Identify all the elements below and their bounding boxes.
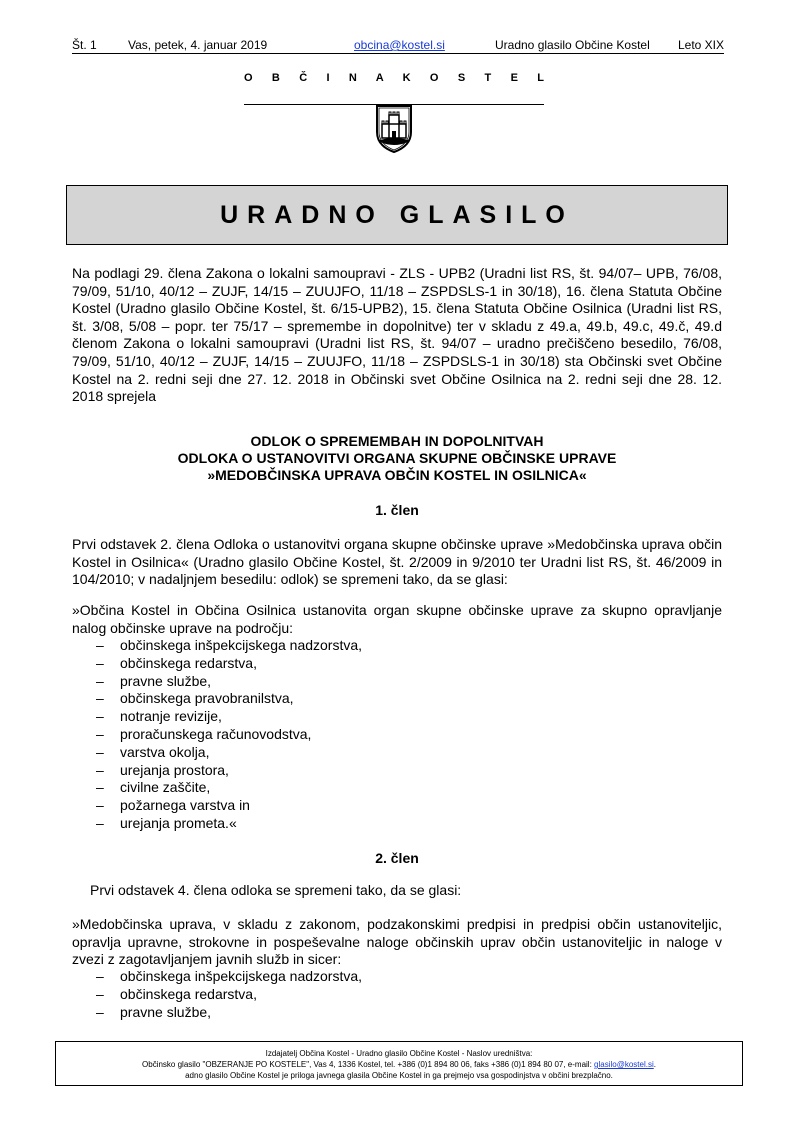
footer-line-3: adno glasilo Občine Kostel je priloga javnega glasila Občine Kostel in ga prejmejo vsa gospodinjstva v občini brezplačno. — [185, 1071, 613, 1080]
list-item: – urejanja prometa.« — [72, 815, 672, 833]
article-1-list — [72, 637, 672, 833]
publication-name: Uradno glasilo Občine Kostel — [495, 38, 650, 52]
article-2-paragraph-2: »Medobčinska uprava, v skladu z zakonom, podzakonskimi predpisi in predpisi občin ustanoviteljic, opravlja upravne, strokovne in pospeševalne naloge občinskih uprav občin ustanoviteljic in naloge v zvezi z zagotavljanjem javnih služb in sicer: — [72, 916, 722, 968]
footer-line-2: Občinsko glasilo "OBZERANJE PO KOSTELE", Vas 4, 1336 Kostel, tel. +386 (0)1 894 80 06, faks +386 (0)1 894 80 07, e-mail: glasilo@kostel.si. — [142, 1060, 656, 1069]
ordinance-title-line-3: »MEDOBČINSKA UPRAVA OBČIN KOSTEL IN OSILNICA« — [207, 467, 587, 483]
header-email-link[interactable]: obcina@kostel.si — [354, 38, 445, 52]
list-item: – požarnega varstva in — [72, 797, 672, 815]
ordinance-title-line-2: ODLOKA O USTANOVITVI ORGANA SKUPNE OBČINSKE UPRAVE — [177, 450, 617, 466]
list-item: – pravne službe, — [72, 673, 672, 691]
gazette-banner — [66, 185, 728, 245]
municipality-name — [244, 72, 544, 84]
article-1-paragraph-1: Prvi odstavek 2. člena Odloka o ustanovitvi organa skupne občinske uprave »Medobčinska uprava občin Kostel in Osilnica« (Uradno glasilo Občine Kostel, št. 2/2009 in 9/2010 ter Uradni list RS, št. 46/2009 in 104/2010; v nadaljnjem besedilu: odlok) se spremeni tako, da se glasi: — [72, 536, 722, 588]
footer-email-link[interactable]: glasilo@kostel.si — [594, 1060, 654, 1069]
article-1-paragraph-2: »Občina Kostel in Občina Osilnica ustanovita organ skupne občinske uprave za skupno opravljanje nalog občinske uprave na področju: — [72, 602, 722, 636]
volume-year: Leto XIX — [677, 38, 724, 52]
issue-date: Vas, petek, 4. januar 2019 — [128, 38, 268, 52]
list-item: – občinskega inšpekcijskega nadzorstva, — [72, 968, 672, 986]
legal-basis-paragraph: Na podlagi 29. člena Zakona o lokalni samoupravi - ZLS - UPB2 (Uradni list RS, št. 94/07– UPB, 76/08, 79/09, 51/10, 40/12 – ZUJF, 14/15 – ZUUJFO, 11/18 – ZSPDSLS-1 in 30/18), 16. člena Statuta Občine Kostel (Uradno glasilo Občine Kostel, št. 6/15-UPB2), 15. člena Statuta Občine Osilnica (Uradni list RS, št. 3/08, 5/08 – popr. ter 75/17 – spremembe in dopolnitve) ter v skladu z 49.a, 49.b, 49.c, 49.č, 49.d členom Zakona o lokalni samoupravi (Uradni list RS, št. 94/07 – uradno prečiščeno besedilo, 76/08, 79/09, 51/10, 40/12 – ZUJF, 14/15 – ZUUJFO, 11/18 – ZSPDSLS-1 in 30/18) sta Občinski svet Občine Kostel na 2. redni seji dne 27. 12. 2018 in Občinski svet Občine Osilnica na 2. redni seji dne 28. 12. 2018 sprejela — [72, 265, 722, 405]
list-item: – civilne zaščite, — [72, 779, 672, 797]
list-item: – občinskega pravobranilstva, — [72, 690, 672, 708]
list-item: – notranje revizije, — [72, 708, 672, 726]
article-2-heading: 2. člen — [375, 850, 419, 866]
list-item: – proračunskega računovodstva, — [72, 726, 672, 744]
footer-contact: Občinsko glasilo "OBZERANJE PO KOSTELE", Vas 4, 1336 Kostel, tel. +386 (0)1 894 80 06, faks +386 (0)1 894 80 07, e-mail: — [142, 1060, 592, 1069]
page-number: Št. 1 — [72, 38, 97, 52]
list-item: – občinskega redarstva, — [72, 986, 672, 1004]
article-2-paragraph-1: Prvi odstavek 4. člena odloka se spremeni tako, da se glasi: — [90, 882, 462, 898]
gazette-title: URADNO GLASILO — [220, 200, 574, 229]
list-item: – pravne službe, — [72, 1004, 672, 1022]
ordinance-title — [72, 433, 722, 484]
publisher-footer — [55, 1041, 743, 1086]
article-2-list — [72, 968, 672, 1021]
page-header — [72, 38, 724, 54]
coat-of-arms-icon — [374, 104, 414, 154]
municipality-letters: O B Č I N A K O S T E L — [244, 72, 544, 84]
list-item: – občinskega inšpekcijskega nadzorstva, — [72, 637, 672, 655]
ordinance-title-line-1: ODLOK O SPREMEMBAH IN DOPOLNITVAH — [250, 433, 544, 449]
article-1-heading: 1. člen — [375, 502, 419, 518]
list-item: – urejanja prostora, — [72, 762, 672, 780]
header-divider — [72, 53, 724, 54]
list-item: – občinskega redarstva, — [72, 655, 672, 673]
list-item: – varstva okolja, — [72, 744, 672, 762]
footer-line-1: Izdajatelj Občina Kostel - Uradno glasilo Občine Kostel - Naslov uredništva: — [265, 1049, 533, 1058]
